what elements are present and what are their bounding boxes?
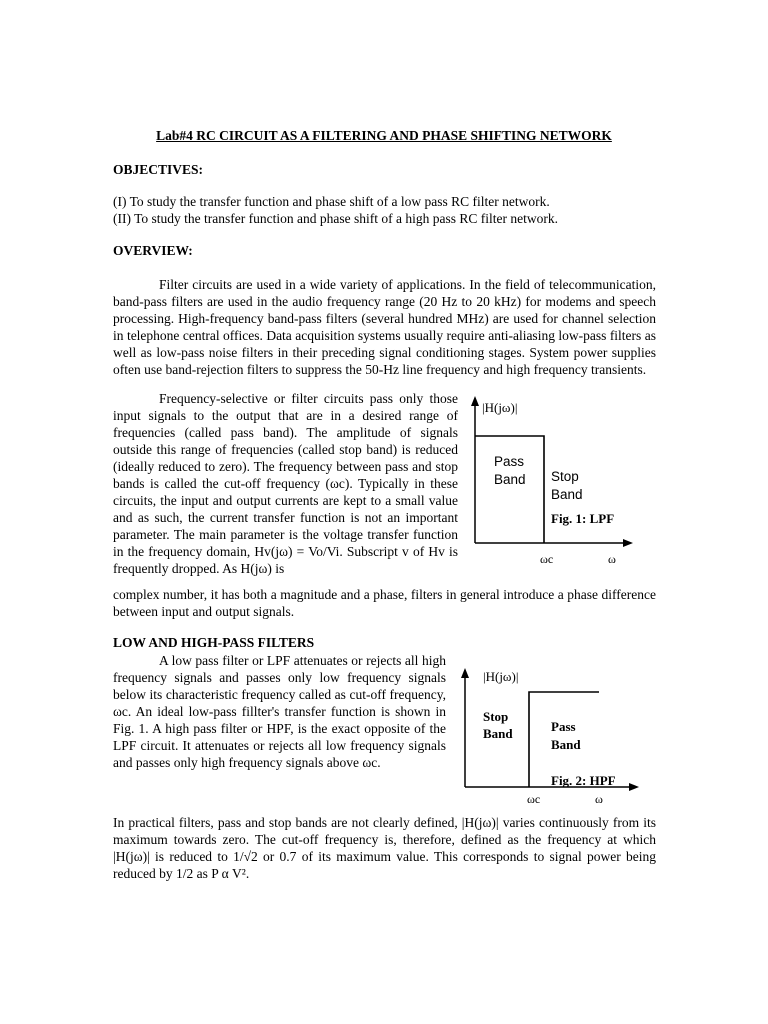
- fig1-response-curve: [475, 436, 544, 543]
- fig1-x-arrow: [623, 539, 633, 547]
- fig1-caption: Fig. 1: LPF: [551, 511, 615, 526]
- overview-paragraph-1: Filter circuits are used in a wide variety of applications. In the field of telecommunication, band-pass filters are used in the audio frequency range (20 Hz to 20 kHz) for modems and speech processing. High-frequency band-pass filters (several hundred MHz) are used for channel selection in telephone central offices. Data acquisition systems usually require anti-aliasing low-pass filters as well as low-pass noise filters in their preceding signal conditioning stages. System power supplies often use band-rejection filters to suppress the 50-Hz line frequency and high frequency transients.: [113, 277, 656, 377]
- fig2-pass-label-2: Band: [551, 737, 581, 752]
- fig2-stop-label-1: Stop: [483, 709, 509, 724]
- fig2-ylabel: |H(jω)|: [483, 669, 519, 684]
- objective-item-2: (II) To study the transfer function and phase shift of a high pass RC filter network.: [113, 211, 558, 226]
- low-high-pass-paragraph: A low pass filter or LPF attenuates or rejects all high frequency signals and passes only low frequency signals below its characteristic frequency called as cut-off frequency, ωc. An ideal low-pass fillter's transfer function is shown in Fig. 1. A high pass filter or HPF, is the exact opposite of the LPF circuit. It attenuates or rejects all low frequency signals and passes only high frequency signals above ωc.: [113, 653, 446, 770]
- fig1-stop-label-2: Band: [551, 487, 583, 502]
- fig1-pass-label-1: Pass: [494, 454, 525, 469]
- figure-2-hpf: [456, 663, 646, 808]
- fig2-pass-label-1: Pass: [551, 719, 576, 734]
- low-high-pass-heading: LOW AND HIGH-PASS FILTERS: [113, 635, 315, 650]
- overview-paragraph-2-wrapped: Frequency-selective or filter circuits pass only those input signals to the output that are in a desired range of frequencies (called pass band). The amplitude of signals outside this range of frequencies (called stop band) is reduced (ideally reduced to zero). The frequency between pass and stop bands is called the cut-off frequency (ωc). Typically in these circuits, the input and output currents are kept to a small value and as such, the current transfer function is not an important parameter. The main parameter is the voltage transfer function in the frequency domain, Hv(jω) = Vo/Vi. Subscript v of Hv is frequently dropped. As H(jω) is: [113, 391, 458, 576]
- fig2-x-arrow: [629, 783, 639, 791]
- fig1-w-label: ω: [608, 552, 616, 566]
- fig2-caption: Fig. 2: HPF: [551, 773, 616, 788]
- overview-paragraph-2-continued: complex number, it has both a magnitude and a phase, filters in general introduce a phase difference between input and output signals.: [113, 587, 656, 619]
- objective-item-1: (I) To study the transfer function and phase shift of a low pass RC filter network.: [113, 194, 550, 209]
- objectives-heading: OBJECTIVES:: [113, 162, 204, 177]
- fig1-wc-label: ωc: [540, 552, 554, 566]
- page-title: Lab#4 RC CIRCUIT AS A FILTERING AND PHASE SHIFTING NETWORK: [156, 128, 612, 143]
- fig2-stop-label-2: Band: [483, 726, 513, 741]
- overview-heading: OVERVIEW:: [113, 243, 193, 258]
- fig1-stop-label-1: Stop: [551, 469, 579, 484]
- fig2-wc-label: ωc: [527, 792, 541, 806]
- figure-1-lpf: [462, 392, 642, 572]
- fig1-pass-label-2: Band: [494, 472, 526, 487]
- fig1-ylabel: |H(jω)|: [482, 400, 518, 415]
- fig2-y-arrow: [461, 668, 469, 678]
- fig1-y-arrow: [471, 396, 479, 406]
- fig2-w-label: ω: [595, 792, 603, 806]
- practical-filters-paragraph: In practical filters, pass and stop bands are not clearly defined, |H(jω)| varies continuously from its maximum towards zero. The cut-off frequency is, therefore, defined as the frequency at which |H(jω)| is reduced to 1/√2 or 0.7 of its maximum value. This corresponds to signal power being reduced by 1/2 as P α V².: [113, 815, 656, 881]
